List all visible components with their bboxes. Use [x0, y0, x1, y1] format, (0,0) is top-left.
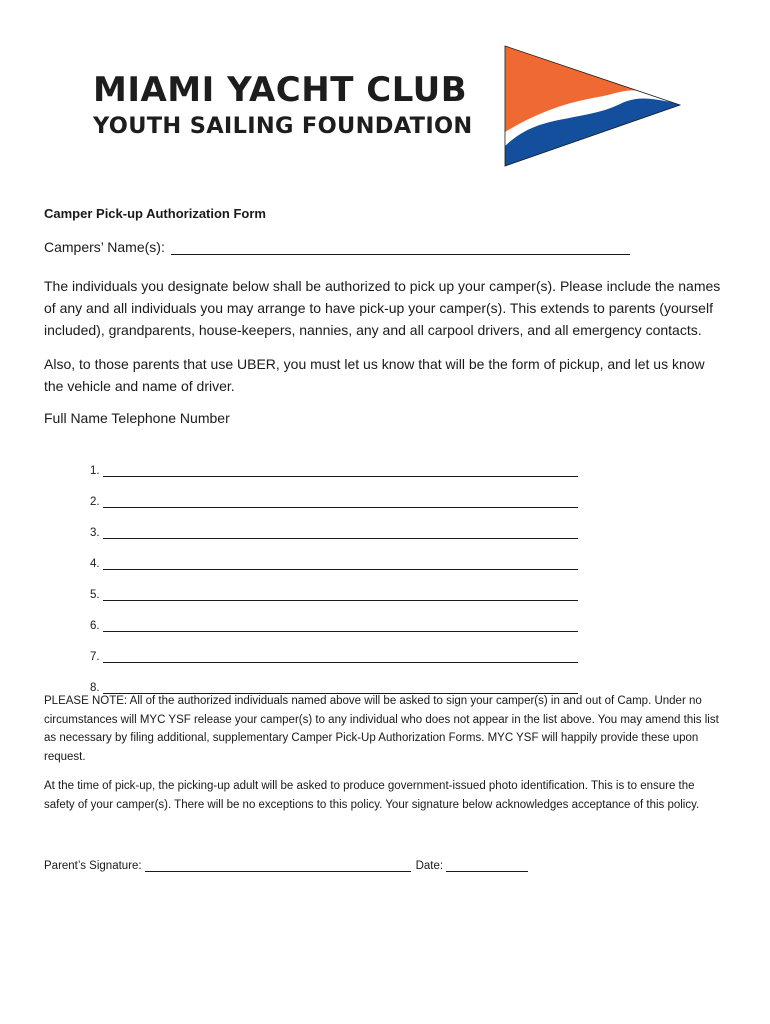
columns-header: Full Name Telephone Number: [44, 410, 230, 426]
entry-number: 3.: [90, 527, 100, 539]
form-title: Camper Pick-up Authorization Form: [44, 206, 266, 221]
campers-name-label: Campers’ Name(s):: [44, 239, 165, 255]
entry-number: 4.: [90, 558, 100, 570]
list-item: [90, 570, 578, 601]
entry-number: 7.: [90, 651, 100, 663]
entry-blank[interactable]: [103, 650, 578, 663]
authorized-individuals-list: [90, 446, 578, 694]
entry-number: 1.: [90, 465, 100, 477]
list-item: [90, 539, 578, 570]
entry-number: 2.: [90, 496, 100, 508]
uber-instructions: Also, to those parents that use UBER, you must let us know that will be the form of pickup, and let us know the vehicle and name of driver.: [44, 356, 705, 394]
entry-blank[interactable]: [103, 526, 578, 539]
list-item: [90, 601, 578, 632]
list-item: [90, 446, 578, 477]
entry-number: 8.: [90, 682, 100, 694]
campers-name-blank[interactable]: [171, 240, 630, 255]
entry-blank[interactable]: [103, 619, 578, 632]
please-note-text: PLEASE NOTE: All of the authorized individuals named above will be asked to sign your camper(s) in and out of Camp. Under no circumstances will MYC YSF release your camper(s) to any individual who does not appear in the list above. You may amend this list as necessary by filing additional, supplementary Camper Pick-Up Authorization Forms. MYC YSF will happily provide these upon request.: [44, 695, 719, 763]
date-blank[interactable]: [446, 859, 528, 872]
burgee-flag-logo: [500, 44, 682, 168]
entry-blank[interactable]: [103, 464, 578, 477]
signature-row: [44, 859, 528, 872]
entry-number: 6.: [90, 620, 100, 632]
list-item: [90, 663, 578, 694]
campers-name-field: [44, 239, 630, 255]
list-item: [90, 477, 578, 508]
entry-blank[interactable]: [103, 588, 578, 601]
list-item: [90, 632, 578, 663]
authorization-instructions: The individuals you designate below shall be authorized to pick up your camper(s). Please include the names of any and all individuals you may arrange to have pick-up your camper(s). This extends to parents (yourself included), grandparents, house-keepers, nannies, any and all carpool drivers, and all emergency contacts.: [44, 278, 721, 338]
entry-blank[interactable]: [103, 557, 578, 570]
org-subname: YOUTH SAILING FOUNDATION: [93, 113, 473, 139]
org-name: MIAMI YACHT CLUB: [93, 70, 468, 110]
logo-wordmark: [93, 70, 473, 140]
entry-blank[interactable]: [103, 495, 578, 508]
id-policy-text: At the time of pick-up, the picking-up adult will be asked to produce government-issued photo identification. This is to ensure the safety of your camper(s). There will be no exceptions to this policy. Your signature below acknowledges acceptance of this policy.: [44, 780, 700, 811]
list-item: [90, 508, 578, 539]
signature-label: Parent’s Signature:: [44, 860, 142, 872]
date-label: Date:: [415, 860, 444, 872]
signature-blank[interactable]: [145, 859, 411, 872]
entry-number: 5.: [90, 589, 100, 601]
